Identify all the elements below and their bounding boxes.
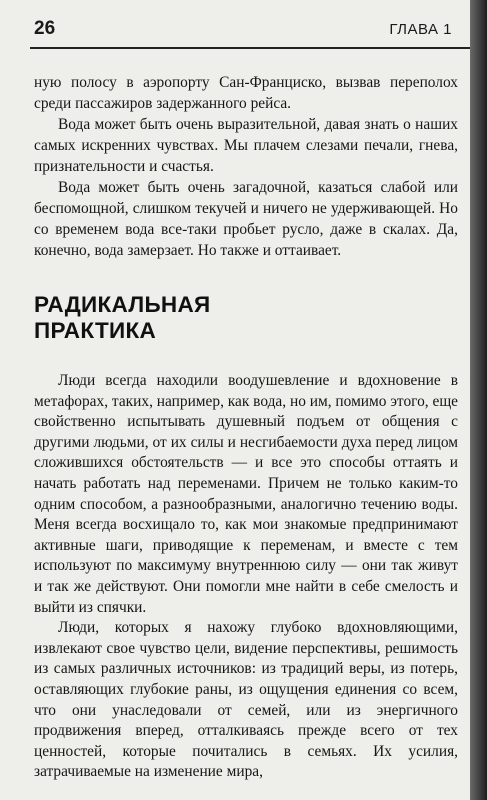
chapter-running-head: ГЛАВА 1: [389, 21, 452, 38]
page-number: 26: [34, 18, 56, 39]
section-heading-line: РАДИКАЛЬНАЯ: [34, 292, 211, 317]
paragraph: Люди всегда находили воодушевление и вдохновение в метафорах, таких, например, как вода, но им, помимо этого, еще свойственно испытывать душевный подъем от общения с другими людьми, от их силы и несгибаемости духа перед лицом сложившихся обстоятельств — и все это способы оттаять и начать работать над переменами. Причем не только каким-то одним способом, а разнообразными, аналогично течению воды. Меня всегда восхищало то, как мои знакомые предпринимают активные шаги, приводящие к переменам, и вместе с тем используют по максимуму внутреннюю силу — они так живут и так же действуют. Они помогли мне найти в себе смелость и выйти из спячки.: [34, 372, 458, 616]
section-heading: [34, 292, 458, 344]
paragraph: Люди, которых я нахожу глубоко вдохновляющими, извлекают свое чувство цели, видение перспективы, решимость из самых различных источников: из традиций веры, из потерь, оставляющих глубокие раны, из ощущения единения со всем, что они унаследовали от семей, или из энергичного продвижения вперед, отталкиваясь прежде всего от тех ценностей, которые почитались в семьях. Их усилия, затрачиваемые на изменение мира,: [34, 619, 458, 781]
paragraph: Вода может быть очень загадочной, казаться слабой или беспомощной, слишком текучей и ничего не удерживающей. Но со временем вода все-таки пробьет русло, даже в скалах. Да, конечно, вода замерзает. Но также и оттаивает.: [34, 179, 458, 259]
page-header: [0, 18, 470, 48]
section-heading-line: ПРАКТИКА: [34, 318, 157, 343]
body-text: [34, 72, 458, 783]
paragraph: ную полосу в аэропорту Сан-Франциско, вызвав переполох среди пассажиров задержанного рейса.: [34, 74, 458, 112]
paragraph: Вода может быть очень выразительной, давая знать о наших самых искренних чувствах. Мы плачем слезами печали, гнева, признательности и счастья.: [34, 116, 458, 175]
book-spine-shadow: [470, 0, 487, 800]
header-rule: [30, 47, 470, 49]
